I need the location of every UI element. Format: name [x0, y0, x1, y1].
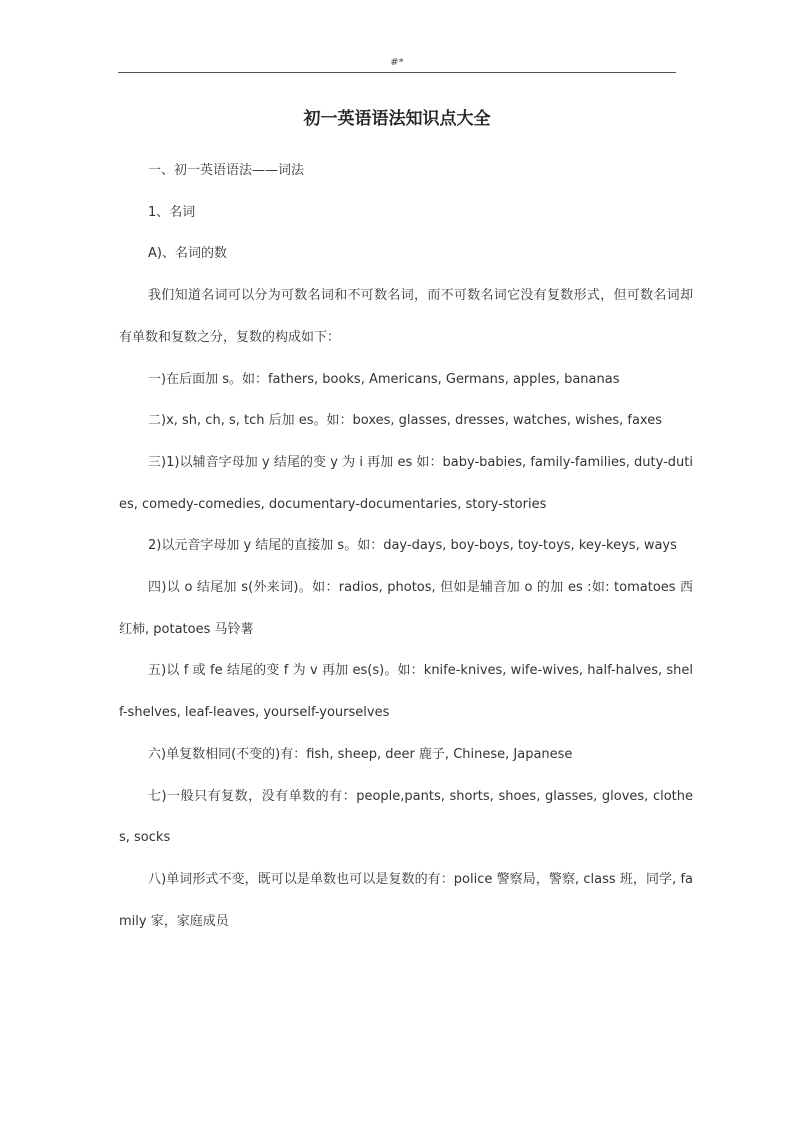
rule-item: 七)一般只有复数，没有单数的有：people,pants, shorts, shoes, glasses, gloves, clothes, socks [119, 788, 693, 846]
subsection-heading: 1、名词 [148, 204, 196, 220]
section-heading: 一、初一英语语法——词法 [148, 163, 305, 178]
subsection-heading: A)、名词的数 [148, 246, 227, 262]
rule-item: 四)以 o 结尾加 s(外来词)。如：radios, photos, 但如是辅音加 o 的加 es :如: tomatoes 西红柿, potatoes 马铃薯 [119, 580, 693, 637]
rule-item: 五)以 f 或 fe 结尾的变 f 为 v 再加 es(s)。如：knife-knives, wife-wives, half-halves, shelf-shelves, leaf-leaves, yourself-yourselves [119, 663, 693, 721]
rule-item: 2)以元音字母加 y 结尾的直接加 s。如：day-days, boy-boys, toy-toys, key-keys, ways [148, 538, 677, 554]
rule-item: 六)单复数相同(不变的)有：fish, sheep, deer 鹿子, Chinese, Japanese [148, 746, 573, 762]
document-title: 初一英语语法知识点大全 [303, 109, 491, 129]
page-header: #* [390, 57, 404, 68]
paragraph: 我们知道名词可以分为可数名词和不可数名词，而不可数名词它没有复数形式，但可数名词却有单数和复数之分，复数的构成如下： [119, 288, 693, 345]
rule-item: 一)在后面加 s。如：fathers, books, Americans, Germans, apples, bananas [148, 371, 620, 387]
rule-item: 二)x, sh, ch, s, tch 后加 es。如：boxes, glasses, dresses, watches, wishes, faxes [148, 413, 662, 429]
document-body [119, 150, 693, 942]
rule-item: 八)单词形式不变，既可以是单数也可以是复数的有：police 警察局，警察, class 班，同学, family 家，家庭成员 [119, 871, 693, 929]
rule-item: 三)1)以辅音字母加 y 结尾的变 y 为 i 再加 es 如：baby-babies, family-families, duty-duties, comedy-comedies, documentary-documentaries, story-stories [119, 454, 693, 512]
header-rule [118, 72, 676, 73]
